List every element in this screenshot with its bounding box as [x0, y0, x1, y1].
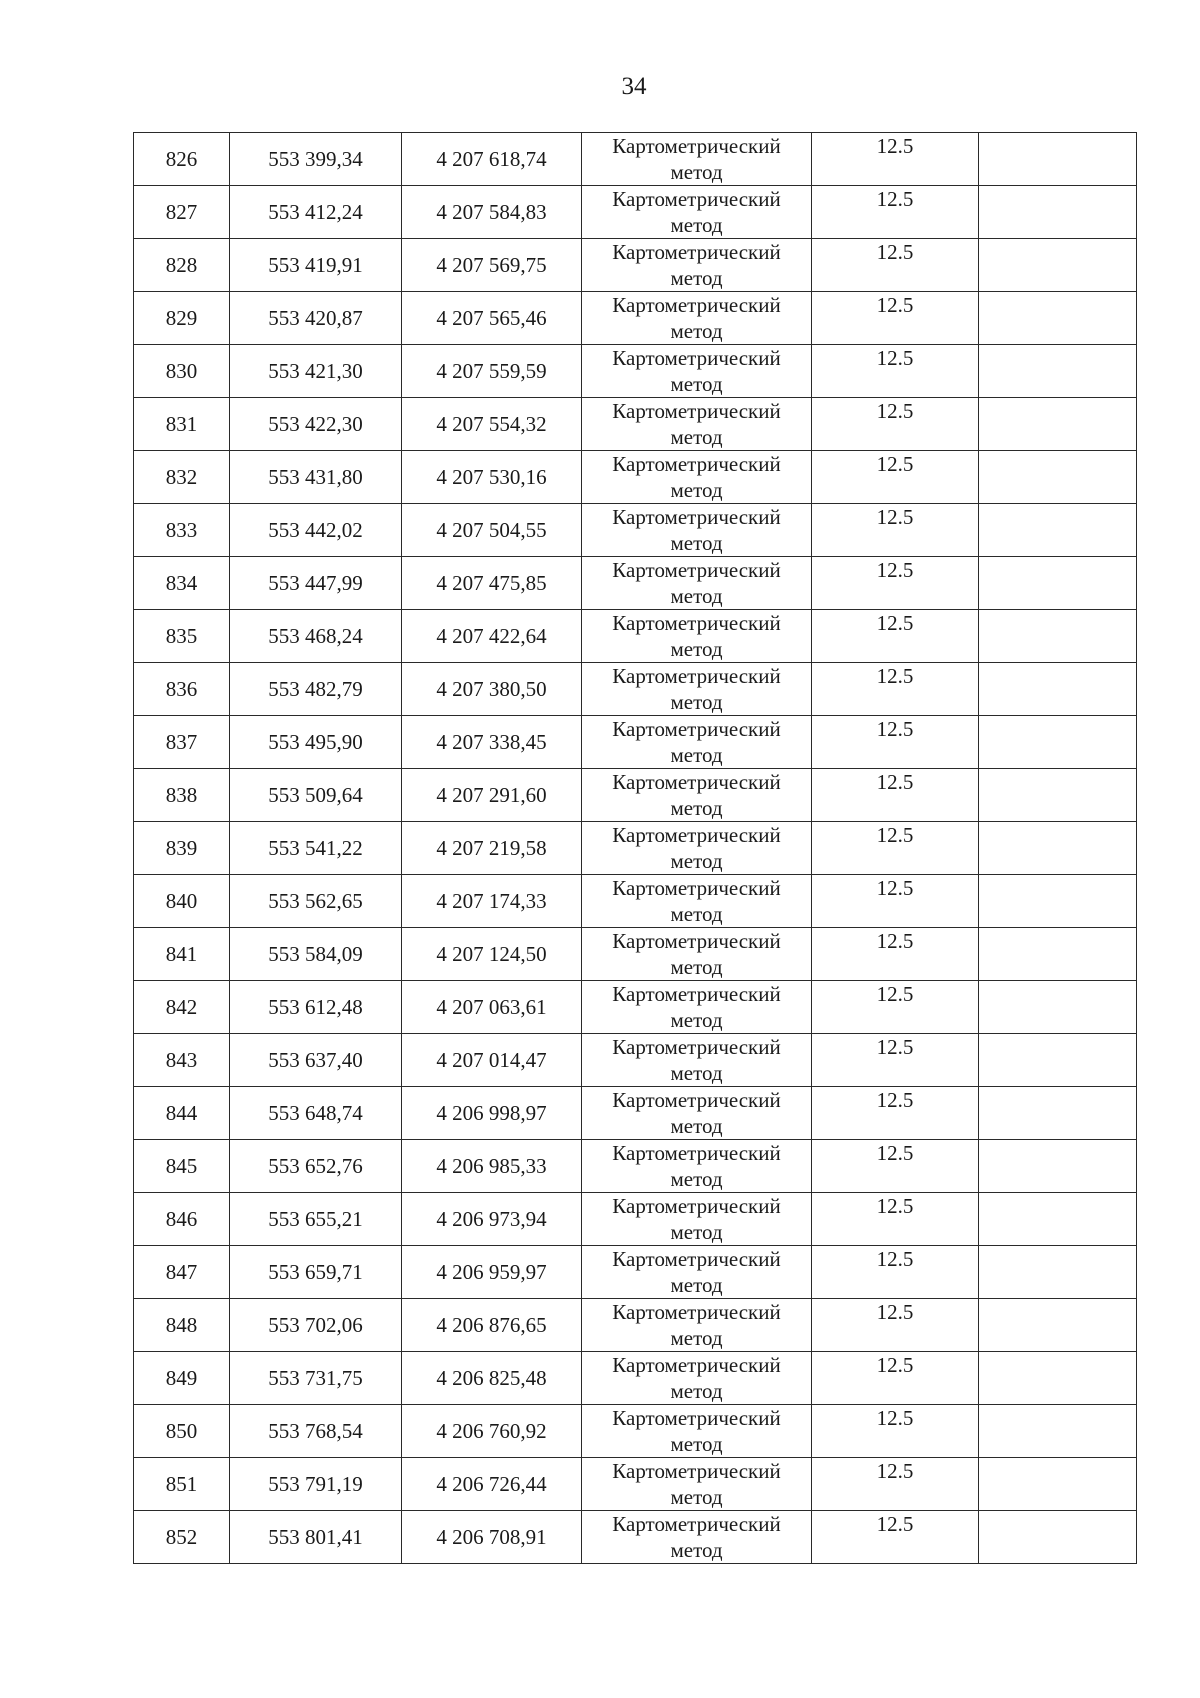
- x-coordinate-cell: 553 731,75: [230, 1352, 402, 1405]
- table-row: [134, 875, 1137, 928]
- method-line-1: Картометрический: [612, 717, 781, 741]
- method-cell: [582, 1511, 812, 1564]
- accuracy-cell: 12.5: [812, 1140, 979, 1193]
- method-line-1: Картометрический: [612, 770, 781, 794]
- table-row: [134, 186, 1137, 239]
- table-row: [134, 1193, 1137, 1246]
- point-number-cell: 843: [134, 1034, 230, 1087]
- accuracy-cell: 12.5: [812, 1299, 979, 1352]
- method-cell: [582, 1193, 812, 1246]
- x-coordinate-cell: 553 421,30: [230, 345, 402, 398]
- note-cell: [979, 610, 1137, 663]
- point-number-cell: 844: [134, 1087, 230, 1140]
- point-number-cell: 845: [134, 1140, 230, 1193]
- y-coordinate-cell: 4 206 973,94: [402, 1193, 582, 1246]
- method-line-2: метод: [670, 584, 723, 608]
- method-cell: [582, 1458, 812, 1511]
- point-number-cell: 830: [134, 345, 230, 398]
- y-coordinate-cell: 4 207 291,60: [402, 769, 582, 822]
- table-row: [134, 822, 1137, 875]
- y-coordinate-cell: 4 207 174,33: [402, 875, 582, 928]
- method-line-1: Картометрический: [612, 1088, 781, 1112]
- method-line-2: метод: [670, 1008, 723, 1032]
- point-number-cell: 842: [134, 981, 230, 1034]
- accuracy-cell: 12.5: [812, 239, 979, 292]
- method-line-1: Картометрический: [612, 505, 781, 529]
- method-line-1: Картометрический: [612, 1459, 781, 1483]
- point-number-cell: 833: [134, 504, 230, 557]
- y-coordinate-cell: 4 207 530,16: [402, 451, 582, 504]
- y-coordinate-cell: 4 206 760,92: [402, 1405, 582, 1458]
- method-line-2: метод: [670, 1432, 723, 1456]
- table-row: [134, 398, 1137, 451]
- method-line-1: Картометрический: [612, 823, 781, 847]
- x-coordinate-cell: 553 659,71: [230, 1246, 402, 1299]
- y-coordinate-cell: 4 207 124,50: [402, 928, 582, 981]
- accuracy-cell: 12.5: [812, 504, 979, 557]
- method-cell: [582, 1034, 812, 1087]
- method-cell: [582, 451, 812, 504]
- method-line-2: метод: [670, 1379, 723, 1403]
- x-coordinate-cell: 553 509,64: [230, 769, 402, 822]
- accuracy-cell: 12.5: [812, 1034, 979, 1087]
- point-number-cell: 849: [134, 1352, 230, 1405]
- method-cell: [582, 716, 812, 769]
- y-coordinate-cell: 4 206 985,33: [402, 1140, 582, 1193]
- method-line-1: Картометрический: [612, 1035, 781, 1059]
- method-line-2: метод: [670, 160, 723, 184]
- point-number-cell: 832: [134, 451, 230, 504]
- note-cell: [979, 1140, 1137, 1193]
- x-coordinate-cell: 553 768,54: [230, 1405, 402, 1458]
- method-line-1: Картометрический: [612, 346, 781, 370]
- accuracy-cell: 12.5: [812, 822, 979, 875]
- coordinates-table: [133, 132, 1137, 1564]
- table-row: [134, 504, 1137, 557]
- y-coordinate-cell: 4 206 998,97: [402, 1087, 582, 1140]
- method-line-2: метод: [670, 796, 723, 820]
- x-coordinate-cell: 553 801,41: [230, 1511, 402, 1564]
- y-coordinate-cell: 4 206 959,97: [402, 1246, 582, 1299]
- method-line-2: метод: [670, 266, 723, 290]
- method-line-2: метод: [670, 1485, 723, 1509]
- note-cell: [979, 292, 1137, 345]
- accuracy-cell: 12.5: [812, 345, 979, 398]
- point-number-cell: 834: [134, 557, 230, 610]
- table-row: [134, 557, 1137, 610]
- method-line-1: Картометрический: [612, 240, 781, 264]
- method-cell: [582, 1405, 812, 1458]
- method-line-2: метод: [670, 1273, 723, 1297]
- x-coordinate-cell: 553 419,91: [230, 239, 402, 292]
- method-line-1: Картометрический: [612, 187, 781, 211]
- x-coordinate-cell: 553 468,24: [230, 610, 402, 663]
- table-row: [134, 1352, 1137, 1405]
- method-line-2: метод: [670, 1538, 723, 1562]
- point-number-cell: 838: [134, 769, 230, 822]
- method-cell: [582, 504, 812, 557]
- table-row: [134, 981, 1137, 1034]
- point-number-cell: 847: [134, 1246, 230, 1299]
- x-coordinate-cell: 553 637,40: [230, 1034, 402, 1087]
- note-cell: [979, 928, 1137, 981]
- table-row: [134, 1087, 1137, 1140]
- x-coordinate-cell: 553 420,87: [230, 292, 402, 345]
- table-row: [134, 1299, 1137, 1352]
- note-cell: [979, 1299, 1137, 1352]
- table-row: [134, 451, 1137, 504]
- method-line-2: метод: [670, 690, 723, 714]
- table-row: [134, 716, 1137, 769]
- point-number-cell: 851: [134, 1458, 230, 1511]
- method-cell: [582, 1299, 812, 1352]
- x-coordinate-cell: 553 648,74: [230, 1087, 402, 1140]
- method-line-1: Картометрический: [612, 929, 781, 953]
- accuracy-cell: 12.5: [812, 292, 979, 345]
- accuracy-cell: 12.5: [812, 1193, 979, 1246]
- method-line-2: метод: [670, 743, 723, 767]
- note-cell: [979, 1193, 1137, 1246]
- y-coordinate-cell: 4 207 338,45: [402, 716, 582, 769]
- accuracy-cell: 12.5: [812, 1246, 979, 1299]
- note-cell: [979, 1087, 1137, 1140]
- point-number-cell: 831: [134, 398, 230, 451]
- method-line-1: Картометрический: [612, 293, 781, 317]
- method-line-2: метод: [670, 531, 723, 555]
- method-cell: [582, 875, 812, 928]
- table-row: [134, 133, 1137, 186]
- accuracy-cell: 12.5: [812, 716, 979, 769]
- method-line-1: Картометрический: [612, 1194, 781, 1218]
- method-line-2: метод: [670, 1061, 723, 1085]
- y-coordinate-cell: 4 207 554,32: [402, 398, 582, 451]
- note-cell: [979, 451, 1137, 504]
- accuracy-cell: 12.5: [812, 1458, 979, 1511]
- y-coordinate-cell: 4 206 876,65: [402, 1299, 582, 1352]
- note-cell: [979, 875, 1137, 928]
- note-cell: [979, 557, 1137, 610]
- method-cell: [582, 769, 812, 822]
- x-coordinate-cell: 553 584,09: [230, 928, 402, 981]
- page-number: 34: [621, 73, 647, 100]
- x-coordinate-cell: 553 612,48: [230, 981, 402, 1034]
- point-number-cell: 837: [134, 716, 230, 769]
- method-line-1: Картометрический: [612, 664, 781, 688]
- x-coordinate-cell: 553 702,06: [230, 1299, 402, 1352]
- point-number-cell: 826: [134, 133, 230, 186]
- accuracy-cell: 12.5: [812, 451, 979, 504]
- method-line-1: Картометрический: [612, 982, 781, 1006]
- point-number-cell: 846: [134, 1193, 230, 1246]
- method-cell: [582, 345, 812, 398]
- note-cell: [979, 1458, 1137, 1511]
- x-coordinate-cell: 553 652,76: [230, 1140, 402, 1193]
- method-cell: [582, 610, 812, 663]
- method-line-1: Картометрический: [612, 1406, 781, 1430]
- y-coordinate-cell: 4 206 708,91: [402, 1511, 582, 1564]
- note-cell: [979, 716, 1137, 769]
- accuracy-cell: 12.5: [812, 1405, 979, 1458]
- x-coordinate-cell: 553 482,79: [230, 663, 402, 716]
- note-cell: [979, 822, 1137, 875]
- method-cell: [582, 822, 812, 875]
- method-line-2: метод: [670, 1114, 723, 1138]
- accuracy-cell: 12.5: [812, 186, 979, 239]
- method-cell: [582, 557, 812, 610]
- y-coordinate-cell: 4 207 014,47: [402, 1034, 582, 1087]
- method-line-1: Картометрический: [612, 876, 781, 900]
- method-cell: [582, 1087, 812, 1140]
- point-number-cell: 850: [134, 1405, 230, 1458]
- method-line-2: метод: [670, 478, 723, 502]
- table-row: [134, 769, 1137, 822]
- accuracy-cell: 12.5: [812, 928, 979, 981]
- note-cell: [979, 981, 1137, 1034]
- note-cell: [979, 1352, 1137, 1405]
- method-cell: [582, 133, 812, 186]
- method-line-1: Картометрический: [612, 134, 781, 158]
- accuracy-cell: 12.5: [812, 557, 979, 610]
- method-cell: [582, 292, 812, 345]
- x-coordinate-cell: 553 562,65: [230, 875, 402, 928]
- point-number-cell: 841: [134, 928, 230, 981]
- table-row: [134, 1405, 1137, 1458]
- method-line-2: метод: [670, 425, 723, 449]
- point-number-cell: 840: [134, 875, 230, 928]
- accuracy-cell: 12.5: [812, 398, 979, 451]
- accuracy-cell: 12.5: [812, 1352, 979, 1405]
- method-line-1: Картометрический: [612, 399, 781, 423]
- accuracy-cell: 12.5: [812, 1511, 979, 1564]
- method-line-2: метод: [670, 1167, 723, 1191]
- note-cell: [979, 769, 1137, 822]
- y-coordinate-cell: 4 207 380,50: [402, 663, 582, 716]
- table-row: [134, 1034, 1137, 1087]
- table-row: [134, 345, 1137, 398]
- point-number-cell: 848: [134, 1299, 230, 1352]
- method-line-2: метод: [670, 902, 723, 926]
- method-cell: [582, 186, 812, 239]
- y-coordinate-cell: 4 207 618,74: [402, 133, 582, 186]
- x-coordinate-cell: 553 442,02: [230, 504, 402, 557]
- table-row: [134, 239, 1137, 292]
- accuracy-cell: 12.5: [812, 610, 979, 663]
- method-cell: [582, 981, 812, 1034]
- y-coordinate-cell: 4 207 559,59: [402, 345, 582, 398]
- method-line-1: Картометрический: [612, 611, 781, 635]
- method-line-2: метод: [670, 213, 723, 237]
- table-row: [134, 1511, 1137, 1564]
- y-coordinate-cell: 4 207 565,46: [402, 292, 582, 345]
- method-line-1: Картометрический: [612, 1512, 781, 1536]
- method-line-2: метод: [670, 372, 723, 396]
- y-coordinate-cell: 4 207 422,64: [402, 610, 582, 663]
- x-coordinate-cell: 553 431,80: [230, 451, 402, 504]
- x-coordinate-cell: 553 495,90: [230, 716, 402, 769]
- note-cell: [979, 1511, 1137, 1564]
- accuracy-cell: 12.5: [812, 1087, 979, 1140]
- table-row: [134, 928, 1137, 981]
- table-row: [134, 1246, 1137, 1299]
- y-coordinate-cell: 4 206 726,44: [402, 1458, 582, 1511]
- y-coordinate-cell: 4 207 475,85: [402, 557, 582, 610]
- note-cell: [979, 504, 1137, 557]
- table-row: [134, 292, 1137, 345]
- point-number-cell: 839: [134, 822, 230, 875]
- method-line-2: метод: [670, 1326, 723, 1350]
- point-number-cell: 835: [134, 610, 230, 663]
- note-cell: [979, 663, 1137, 716]
- method-cell: [582, 1352, 812, 1405]
- method-cell: [582, 663, 812, 716]
- y-coordinate-cell: 4 207 219,58: [402, 822, 582, 875]
- method-line-1: Картометрический: [612, 1300, 781, 1324]
- table-row: [134, 1458, 1137, 1511]
- table-row: [134, 610, 1137, 663]
- x-coordinate-cell: 553 447,99: [230, 557, 402, 610]
- note-cell: [979, 1034, 1137, 1087]
- method-cell: [582, 398, 812, 451]
- accuracy-cell: 12.5: [812, 981, 979, 1034]
- method-line-2: метод: [670, 319, 723, 343]
- x-coordinate-cell: 553 791,19: [230, 1458, 402, 1511]
- table-body: [134, 133, 1137, 1564]
- method-line-1: Картометрический: [612, 1353, 781, 1377]
- y-coordinate-cell: 4 207 569,75: [402, 239, 582, 292]
- y-coordinate-cell: 4 207 063,61: [402, 981, 582, 1034]
- method-cell: [582, 239, 812, 292]
- x-coordinate-cell: 553 541,22: [230, 822, 402, 875]
- note-cell: [979, 1246, 1137, 1299]
- accuracy-cell: 12.5: [812, 875, 979, 928]
- x-coordinate-cell: 553 655,21: [230, 1193, 402, 1246]
- y-coordinate-cell: 4 207 504,55: [402, 504, 582, 557]
- point-number-cell: 829: [134, 292, 230, 345]
- accuracy-cell: 12.5: [812, 769, 979, 822]
- method-line-2: метод: [670, 849, 723, 873]
- method-line-1: Картометрический: [612, 1141, 781, 1165]
- y-coordinate-cell: 4 206 825,48: [402, 1352, 582, 1405]
- method-line-2: метод: [670, 1220, 723, 1244]
- method-line-1: Картометрический: [612, 558, 781, 582]
- accuracy-cell: 12.5: [812, 133, 979, 186]
- x-coordinate-cell: 553 422,30: [230, 398, 402, 451]
- accuracy-cell: 12.5: [812, 663, 979, 716]
- point-number-cell: 852: [134, 1511, 230, 1564]
- method-cell: [582, 1140, 812, 1193]
- method-cell: [582, 1246, 812, 1299]
- note-cell: [979, 398, 1137, 451]
- y-coordinate-cell: 4 207 584,83: [402, 186, 582, 239]
- method-cell: [582, 928, 812, 981]
- method-line-1: Картометрический: [612, 1247, 781, 1271]
- point-number-cell: 827: [134, 186, 230, 239]
- point-number-cell: 828: [134, 239, 230, 292]
- point-number-cell: 836: [134, 663, 230, 716]
- method-line-2: метод: [670, 955, 723, 979]
- table-row: [134, 663, 1137, 716]
- note-cell: [979, 186, 1137, 239]
- note-cell: [979, 133, 1137, 186]
- method-line-1: Картометрический: [612, 452, 781, 476]
- note-cell: [979, 239, 1137, 292]
- note-cell: [979, 345, 1137, 398]
- x-coordinate-cell: 553 399,34: [230, 133, 402, 186]
- method-line-2: метод: [670, 637, 723, 661]
- note-cell: [979, 1405, 1137, 1458]
- table-row: [134, 1140, 1137, 1193]
- x-coordinate-cell: 553 412,24: [230, 186, 402, 239]
